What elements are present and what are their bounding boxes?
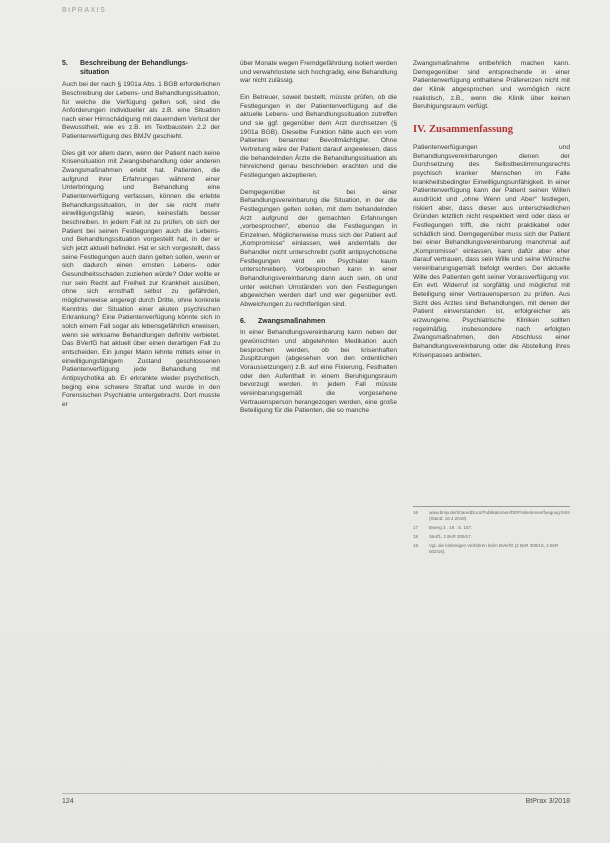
paragraph: Dies gilt vor allem dann, wenn der Patient nach keine Krisensituation mit Zwangsbehandlung oder anderen Zwangsmaßnahmen erlebt hat. Patienten, die aufgrund ihrer Erfahrungen während einer Unterbringung und Behandlung eine Patientenverfügung verfassen, können die erlebte Behandlungssituation, in der sie nicht mehr einwilligungsfähig waren, keinesfalls besser beschreiben. In jedem Fall ist zu prüfen, ob sich der Patient bei seinen Festlegungen auch die Lebens- und Behandlungssituation vorgestellt hat, in der er sich jetzt aktuell befindet. Hat er sich vorgestellt, dass seine Festlegungen auch dann gelten sollen, wenn er sich dadurch einen ernsten Lebens- oder Gesundheitsschaden zuziehen würde? Oder wollte er nur sein Recht auf Freiheit zur Krankheit ausüben, ohne sich ernsthaft selbst zu gefährden, möglicherweise angeregt durch Dritte, ohne konkrete Kenntnis der Situation einer akuten psychischen Erkrankung? Eine Patientenverfügung könnte sich in solch einem Fall sogar als lebensgefährlich erweisen, wenn sie wirksame Behandlungen definitiv verbietet. Das BVerfG hat aktuell über einen derartigen Fall zu entscheiden. Ein junger Mann lehnte mittels einer in einwilligungsfähigem Zustand geschlossenen Patientenverfügung jede Behandlung mit Antipsychotika ab. Er erkrankte wieder psychotisch, beging eine schwere Straftat und wurde in den Forensischen Psychiatrie untergebracht. Dort musste er: [62, 149, 220, 408]
paragraph: In einer Behandlungsvereinbarung kann neben der gewünschten und abgelehnten Medikation auch besprochen werden, ob bei krisenhaften Zuspitzungen (abgesehen von den ordentlichen Voraussetzungen) z.B. auf eine Fixierung, Festhalten oder den Aufenthalt in einem Beruhigungsraum bevorzugt werden. In jedem Fall müsste vereinbarungsgemäß die vorgesehene Vertrauensperson herangezogen werden, eine große Beteiligung für die Patienten, die so manche: [240, 329, 397, 415]
paragraph: Demgegenüber ist bei einer Behandlungsvereinbarung die Situation, in der die Festlegungen gelten sollen, mit dem behandelnden Arzt aufgrund der gemachten Erfahrungen „vorbesprochen“, ebenso die Festlegungen in Einzelnen. Möglicherweise muss sich der Patient auf „Kompromisse“ einlassen, weil andernfalls der Behandler nicht unterschreibt (sofilt antipsychotische Festlegungen wird ein Psychiater kaum unterschreiben). Vorbesprochen kann in einer Behandlungsvereinbarung dann auch sein, ob und unter welchen Umständen von den Festlegungen abgewichen werden darf und wer gegenüber evtl. Abweichungen zu rechtfertigen sind.: [240, 188, 397, 309]
paragraph: Zwangsmaßnahme entbehrlich machen kann. Demgegenüber sind entsprechende in einer Patientenverfügung enthaltene Präferenzen nicht mit der Klinik abgesprochen und womöglich nicht realistisch, z.B., wenn die Klinik über keinen Beruhigungsraum verfügt.: [413, 60, 570, 111]
footnote: [413, 525, 570, 531]
footnotes: [413, 506, 570, 558]
section-title-line2: situation: [80, 68, 110, 76]
chapter-title: Zusammenfassung: [429, 123, 514, 135]
section-heading-6: [240, 318, 397, 327]
page-number: 124: [62, 798, 74, 805]
footnote-number: 18: [413, 534, 419, 539]
footnote-number: 16: [413, 510, 419, 515]
section-number: 6.: [240, 317, 246, 325]
text-column-2: [240, 60, 397, 416]
footnote-text: Bwerg 3 . 19 . S. 157.: [429, 525, 473, 530]
footnote-text: Vgl. die bisherigen Verfahren beim BVerfG (2 BvR 309/15, 2 BvR 502/16).: [429, 543, 559, 554]
footnote: [413, 534, 570, 540]
paragraph: Ein Betreuer, soweit bestellt, müsste prüfen, ob die Festlegungen in der Patientenverfügung auf die aktuelle Lebens- und Behandlungssituation zutreffen und sie ggf. gegenüber dem Arzt durchsetzen (§ 1901a BGB). Dieselbe Funktion hätte auch ein vom Patienten benannter Bevollmächtigter. Ohne Vertretung wäre der Patient darauf angewiesen, dass die behandelnden Ärzte die Behandlungssituation als hinreichend genau beschrieben erachten und die Festlegungen akzeptieren.: [240, 93, 397, 179]
running-head: BtPRAXIS: [62, 7, 107, 14]
section-heading-5: [62, 60, 220, 77]
paragraph: über Monate wegen Fremdgefährdung isoliert werden und verwahrlostete sich hochgradig, eine Behandlung war nicht zulässig.: [240, 60, 397, 85]
footnote-text: Sterf1, 2 BvR 309/17.: [429, 534, 473, 539]
footnote: [413, 510, 570, 522]
text-column-1: [62, 60, 220, 409]
footer-divider: [62, 793, 570, 794]
section-title: Zwangsmaßnahmen: [258, 317, 326, 325]
journal-issue: BtPrax 3/2018: [525, 798, 570, 805]
chapter-heading: [413, 124, 570, 136]
text-column-3: [413, 60, 570, 360]
footnote-number: 19: [413, 543, 419, 548]
footnote-text: www.bmjv.de/SharedDocs/Publikationen/DE/Patientenverfuegung.html (Stand: 16.4.2018).: [429, 510, 570, 521]
paragraph: Auch bei der nach § 1901a Abs. 1 BGB erforderlichen Beschreibung der Lebens- und Behandlungssituation, für welche die Verfügung gelten soll, sind die Anforderungen individueller als z.B. eine Situation nach einer Hirnschädigung mit dauerndem Verlust der Bewusstheit, wie es z.B. im Textbaustein 2.2 der Patientenverfügung des BMJV geschieht.: [62, 81, 220, 141]
section-number: 5.: [62, 60, 68, 67]
chapter-number: IV.: [413, 123, 426, 135]
footnote: [413, 543, 570, 555]
footnote-number: 17: [413, 525, 419, 530]
paragraph: Patientenverfügungen und Behandlungsvereinbarungen dienen der Durchsetzung des Selbstbestimmungsrechts psychisch kranker Menschen im Falle krankheitsbedingter Einwilligungsunfähigkeit. In einer Patientenverfügung kann der Patient seinen Willen ausdrückt und „ohne Wenn und Aber“ festlegen, riskiert aber, dass dieser aus unterschiedlichen Gründen letztlich nicht respektiert wird oder dass er Festlegungen trifft, die nicht praktikabel oder schädlich sind. Demgegenüber muss sich der Patient bei einer Behandlungsvereinbarung manchmal auf „Kompromisse“ einlassen, kann dafür aber eher darauf vertrauen, dass sein Wille und seine Wünsche vereinbarungsgemäß befolgt werden. Der aktuelle Wille des Patienten geht seiner Vorausverfügung vor. Ein evtl. Widerruf ist sorgfältig und möglichst mit Beteiligung einer Vertrauensperson zu prüfen. Aus Sicht des Arztes sind Behandlungen, mit denen der Patient einverstanden ist, erfolgreicher als erzwungene. Psychiatrische Kliniken sollten regelmäßig, insbesondere nach erfolgten Zwangsmaßnahmen, den Abschluss einer Behandlungsvereinbarung oder die Abstellung ihres Krisenpasses anbieten.: [413, 143, 570, 359]
section-title-line1: Beschreibung der Behandlungs-: [80, 60, 189, 67]
